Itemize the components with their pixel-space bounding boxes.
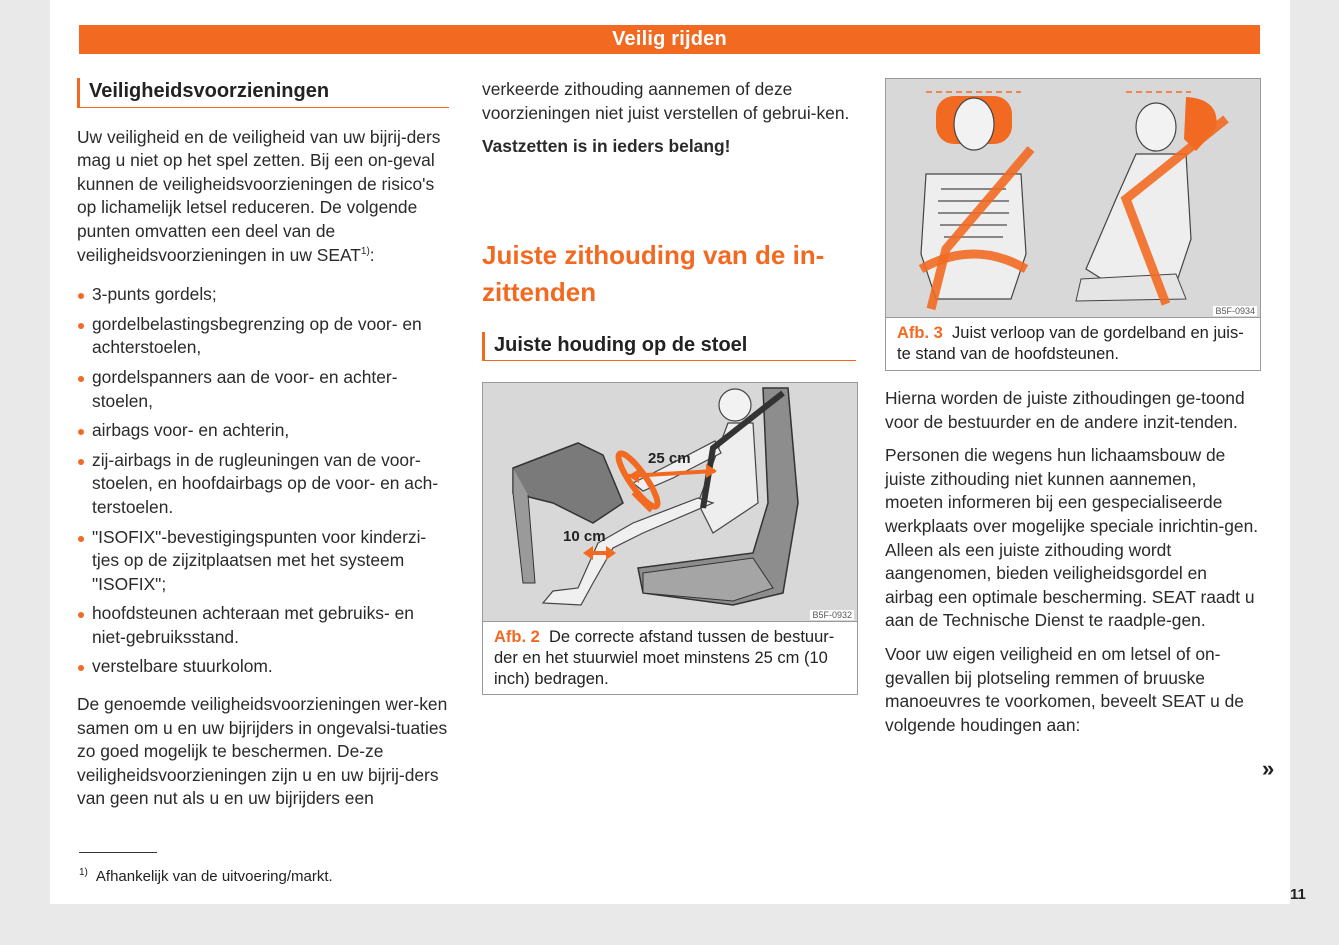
paragraph-2: Personen die wegens hun lichaamsbouw de juiste zithouding niet kunnen aannemen, moeten informeren bij een gespecialiseerde werkplaats over mogelijke speciale inrichtin-gen. Alleen als een juiste zithouding wordt aangenomen, bieden veiligheidsgordel en airbag een optimale bescherming. SEAT raadt u aan de Technische Dienst te raadple-gen.	[885, 445, 1259, 631]
figure-2-illustration	[483, 383, 857, 622]
safety-features-list	[77, 283, 449, 679]
section-banner	[79, 25, 1260, 54]
driver-seat-illustration	[483, 383, 857, 621]
footnote-ref: 1)	[360, 245, 370, 257]
belt-headrest-illustration	[886, 79, 1260, 317]
intro-paragraph	[77, 126, 449, 268]
caption-text: Juist verloop van de gordelband en juis-te stand van de hoofdsteunen.	[897, 324, 1244, 363]
section-heading-posture: Juiste houding op de stoel	[482, 332, 856, 361]
outro-paragraph: De genoemde veiligheidsvoorzieningen wer-ken samen om u en uw bijrijders in ongevalsi-tuaties zo goed mogelijk te beschermen. De-ze veiligheidsvoorzieningen zijn u en uw bijrij-ders van geen nut als u en uw bijrijders een	[77, 694, 448, 809]
footnote-text: Afhankelijk van de uitvoering/markt.	[95, 868, 333, 885]
column-2	[482, 78, 854, 169]
intro-text: Uw veiligheid en de veiligheid van uw bijrij-ders mag u niet op het spel zetten. Bij een on-geval kunnen de veiligheidsvoorzieningen de risico's op lichamelijk letsel reduceren. De volgende punten omvatten een deel van de veiligheidsvoorzieningen in uw SEAT	[77, 126, 441, 265]
distance-label-25: 25 cm	[648, 450, 691, 467]
figure-code: B5F-0934	[1215, 306, 1255, 316]
figure-3-illustration	[886, 79, 1260, 318]
caption-text: De correcte afstand tussen de bestuur-der en het stuurwiel moet minstens 25 cm (10 inch) bedragen.	[494, 628, 835, 688]
list-item: "ISOFIX"-bevestigingspunten voor kinderzi-tjes op de zijzitplaatsen met het systeem "ISOFIX";	[77, 526, 449, 597]
figure-label: Afb. 3	[897, 324, 943, 342]
intro-end: :	[369, 244, 375, 265]
list-item: zij-airbags in de rugleuningen van de voor-stoelen, en hoofdairbags op de voor- en ach-terstoelen.	[77, 449, 449, 520]
list-item: 3-punts gordels;	[77, 283, 449, 307]
continue-marker: »	[1262, 756, 1275, 781]
figure-3-caption	[897, 323, 1249, 365]
list-item: gordelspanners aan de voor- en achter-stoelen,	[77, 366, 449, 413]
column-3	[885, 387, 1259, 747]
paragraph-3: Voor uw eigen veiligheid en om letsel of on-gevallen bij plotseling remmen of bruuske manoeuvres te voorkomen, beveelt SEAT u de volgende houdingen aan:	[885, 643, 1244, 735]
list-item: gordelbelastingsbegrenzing op de voor- en achterstoelen,	[77, 313, 449, 360]
column-1	[77, 78, 449, 821]
list-item: airbags voor- en achterin,	[77, 419, 449, 443]
figure-2	[482, 382, 858, 695]
footnote-marker: 1)	[79, 867, 88, 878]
section-heading-safety: Veiligheidsvoorzieningen	[77, 78, 449, 108]
chapter-title: Juiste zithouding van de in-zittenden	[482, 240, 825, 307]
distance-label-10: 10 cm	[563, 528, 606, 545]
figure-3	[885, 78, 1261, 371]
paragraph-1: Hierna worden de juiste zithoudingen ge-toond voor de bestuurder en de andere inzit-tenden.	[885, 388, 1245, 432]
list-item: hoofdsteunen achteraan met gebruiks- en niet-gebruiksstand.	[77, 602, 449, 649]
footnote-divider	[79, 852, 157, 853]
banner-title: Veilig rijden	[612, 28, 727, 50]
continued-paragraph: verkeerde zithouding aannemen of deze voorzieningen niet juist verstellen of gebrui-ken.	[482, 79, 850, 123]
page-number: 11	[1290, 886, 1306, 903]
figure-code: B5F-0932	[812, 610, 852, 620]
figure-2-caption	[494, 627, 846, 690]
emphasis-line: Vastzetten is in ieders belang!	[482, 136, 731, 157]
figure-label: Afb. 2	[494, 628, 540, 646]
list-item: verstelbare stuurkolom.	[77, 655, 449, 679]
footnote	[79, 868, 333, 885]
